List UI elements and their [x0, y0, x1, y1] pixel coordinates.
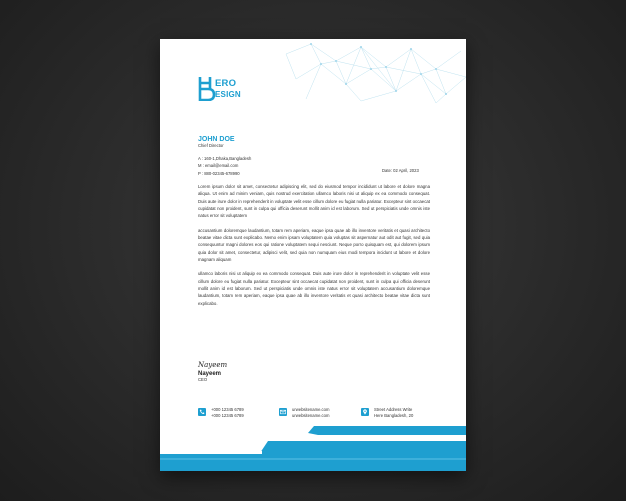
body-paragraph: Lorem ipsum dolor sit amet, consectetur adipiscing elit, sed do eiusmod tempor incididunt ut labore et dolore magna aliqua. Ut enim ad minim veniam, quis nostrud exercitation ullamco laboris nisi ut aliquip ex ea commodo consequat. Duis aute irure dolor in reprehenderit in voluptate velit esse cillum dolore eu fugiat nulla pariatur. Excepteur sint occaecat cupidatat non proident, sunt in culpa qui officia deserunt mollit anim id est laborum. Sed ut perspiciatis unde omnis iste natus error sit voluptatem	[198, 184, 430, 219]
footer-phone-2: +000 12345 6789	[211, 413, 244, 418]
sender-phone: P : 880-02345-678990	[198, 170, 240, 176]
letter-body	[198, 183, 430, 314]
signatory-title: CEO	[198, 377, 208, 382]
footer-address-2: Here Bangladesh, 20	[374, 413, 414, 418]
footer-web	[279, 407, 329, 419]
sender-email: M : email@email.com	[198, 163, 239, 169]
sender-name: JOHN DOE	[198, 136, 235, 143]
location-pin-icon	[361, 408, 369, 416]
letterhead-page	[160, 39, 466, 471]
sender-address: A : 160-1,Dhaka,Bangladesh	[198, 156, 252, 161]
footer-phone-1: +000 12345 6789	[211, 407, 244, 412]
handwritten-signature: Nayeem	[198, 361, 228, 369]
company-logo	[198, 77, 268, 105]
phone-icon	[198, 408, 206, 416]
footer-phone	[198, 407, 244, 419]
mesh-pattern-decoration	[276, 39, 466, 109]
logo-text-line1: ERO	[215, 78, 237, 89]
logo-text-line2: ESIGN	[215, 90, 241, 99]
logo-mark-icon	[198, 77, 216, 101]
footer-web-2: urwebsitename.com	[292, 413, 330, 418]
footer-band-decoration	[160, 423, 466, 471]
footer-address-1: Street Address Write	[374, 407, 413, 412]
mail-icon	[279, 408, 287, 416]
footer-address	[361, 407, 413, 419]
letter-date: Date: 02 April, 2023	[382, 168, 419, 173]
body-paragraph: accusantium doloremque laudantium, totam rem aperiam, eaque ipsa quae ab illo inventore veritatis et quasi architecto beatae vitae dicta sunt explicabo. Nemo enim ipsam voluptatem quia voluptas sit aspernatur aut odit aut fugit, sed quia consequuntur magni dolores eos qui ratione voluptatem sequi nesciunt. Neque porro quisquam est, qui dolorem ipsum quia dolor sit amet, consectetur, adipisci velit, sed quia non numquam eius modi tempora incidunt ut labore et dolore magnam aliquam	[198, 227, 430, 263]
signature-block	[198, 361, 227, 382]
sender-contact	[198, 155, 251, 177]
body-paragraph: ullamco laboris nisi ut aliquip ex ea commodo consequat. Duis aute irure dolor in reprehenderit in voluptate velit esse cillum dolore eu fugiat nulla pariatur. Excepteur sint occaecat cupidatat non proident, sunt in culpa qui officia deserunt mollit anim id est laborum. Sed ut perspiciatis unde omnis iste natus error sit voluptatem accusantium doloremque laudantium, totam rem aperiam, eaque ipsa quae ab illo inventore veritatis et quasi architecto beatae vitae dicta sunt explicabo.	[198, 271, 430, 306]
sender-role: Chief Director	[198, 143, 224, 148]
signatory-name: Nayeem	[198, 371, 222, 377]
footer-web-1: urwebsitename.com	[292, 407, 330, 412]
